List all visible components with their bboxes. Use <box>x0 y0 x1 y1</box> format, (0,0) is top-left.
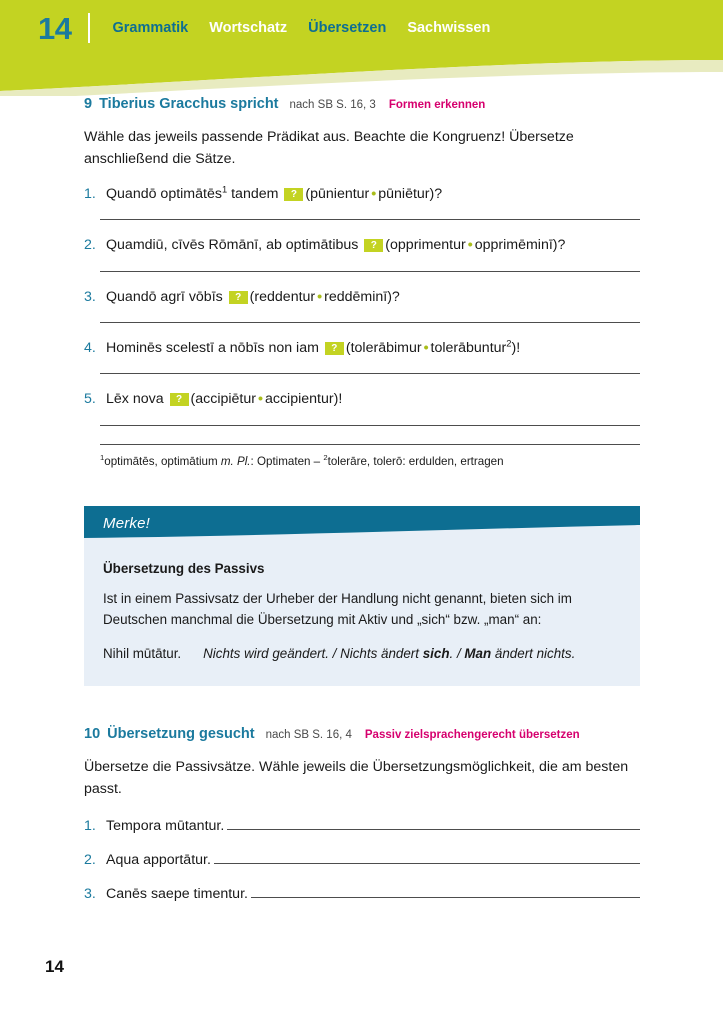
item-text-before: Quamdiū, cīvēs Rōmānī, ab optimātibus <box>106 237 363 254</box>
item-number: 3. <box>84 886 96 903</box>
header-divider <box>88 13 90 43</box>
task-9-number: 9 <box>84 96 93 112</box>
item-number: 5. <box>84 391 96 408</box>
task-9 <box>84 96 640 470</box>
answer-line[interactable] <box>214 848 640 864</box>
footnote-grammar-label: m. Pl. <box>220 454 251 468</box>
paren-open: ( <box>305 186 311 203</box>
nav-item-wortschatz[interactable]: Wortschatz <box>209 20 288 36</box>
item-text-mid: tandem <box>227 186 283 203</box>
item-text-after: )? <box>429 186 443 203</box>
page-number: 14 <box>45 957 64 976</box>
item-text-before: Hominēs scelestī a nōbīs non iam <box>106 340 323 357</box>
german-part-a: Nichts wird geändert. / Nichts ändert <box>203 645 423 661</box>
item-text-after: )! <box>333 391 343 408</box>
german-bold-man: Man <box>464 645 492 661</box>
item-sentence <box>106 235 640 256</box>
blank-box-icon[interactable]: ? <box>325 342 344 355</box>
task-10-title: Übersetzung gesucht <box>107 726 255 743</box>
footnote-text-1b: : Optimaten – <box>250 454 324 468</box>
merke-box-title: Merke! <box>103 515 151 533</box>
answer-line[interactable] <box>100 219 640 220</box>
item-number: 2. <box>84 237 96 254</box>
answer-line[interactable] <box>100 271 640 272</box>
answer-line[interactable] <box>100 425 640 426</box>
task-9-reference: nach SB S. 16, 3 <box>289 99 376 111</box>
option-a[interactable]: accipiētur <box>195 391 256 408</box>
item-number: 2. <box>84 852 96 869</box>
option-b[interactable]: pūniētur <box>378 186 430 203</box>
merke-subtitle: Übersetzung des Passivs <box>103 561 265 577</box>
option-separator-dot: • <box>423 340 429 357</box>
answer-line[interactable] <box>227 814 640 830</box>
nav-item-grammatik[interactable]: Grammatik <box>112 20 189 36</box>
option-separator-dot: • <box>371 186 377 203</box>
task-9-tag: Formen erkennen <box>388 99 486 111</box>
option-a[interactable]: tolerābimur <box>350 340 422 357</box>
item-number: 1. <box>84 186 96 203</box>
item-sentence <box>106 389 640 410</box>
header-nav <box>112 20 490 36</box>
footnote-text-1a: optimātēs, optimātium <box>104 454 221 468</box>
german-part-b: . / <box>449 645 465 661</box>
item-text-after: )? <box>387 288 400 305</box>
paren-open: ( <box>249 288 255 305</box>
task-9-item-list <box>84 184 640 425</box>
blank-box-icon[interactable]: ? <box>364 239 383 252</box>
item-text-after: )? <box>552 237 566 254</box>
german-part-c: ändert nichts. <box>491 645 576 661</box>
exercise-item <box>84 184 640 220</box>
item-sentence <box>106 184 640 205</box>
option-b[interactable]: reddēminī <box>324 288 388 305</box>
option-separator-dot: • <box>317 288 323 305</box>
blank-box-icon[interactable]: ? <box>229 291 248 304</box>
task-10-reference: nach SB S. 16, 4 <box>265 729 352 742</box>
translation-item <box>84 814 640 834</box>
translation-item <box>84 882 640 902</box>
item-number: 4. <box>84 340 96 357</box>
item-number: 3. <box>84 288 96 305</box>
merke-box-body <box>84 543 640 686</box>
merke-box-header <box>84 506 640 543</box>
footnote-marker-1: 1 <box>100 452 105 462</box>
item-sentence <box>106 338 640 359</box>
chapter-number: 14 <box>38 10 72 46</box>
footnote-text-2: tolerāre, tolerō: erdulden, ertragen <box>327 454 504 468</box>
page-content <box>0 96 723 902</box>
option-separator-dot: • <box>258 391 263 408</box>
option-b[interactable]: tolerābuntur <box>430 340 507 357</box>
item-number: 1. <box>84 818 96 835</box>
task-9-title: Tiberius Gracchus spricht <box>99 96 279 112</box>
item-sentence <box>106 287 640 308</box>
item-sentence: Aqua apportātur. <box>106 852 211 869</box>
footnote-separator <box>100 444 640 445</box>
merke-example <box>103 644 618 664</box>
option-separator-dot: • <box>467 237 473 254</box>
option-a[interactable]: reddentur <box>254 288 316 305</box>
task-10 <box>84 726 640 902</box>
item-sentence: Tempora mūtantur. <box>106 818 225 835</box>
paren-open: ( <box>345 340 351 357</box>
task-9-instruction: Wähle das jeweils passende Prädikat aus. Beachte die Kongruenz! Übersetze anschließend die Sätze. <box>84 129 574 167</box>
merke-box <box>84 506 640 686</box>
task-9-heading <box>84 96 640 112</box>
task-9-footnote <box>100 454 640 471</box>
item-text-before: Lēx nova <box>106 391 168 408</box>
answer-line[interactable] <box>100 322 640 323</box>
page-header <box>0 0 723 96</box>
option-a[interactable]: pūnientur <box>310 186 370 203</box>
footnote-marker: 2 <box>506 338 512 349</box>
exercise-item <box>84 235 640 271</box>
item-text-before: Quandō agrī vōbīs <box>106 288 227 305</box>
merke-header-curve <box>84 525 640 547</box>
nav-item-uebersetzen[interactable]: Übersetzen <box>308 20 387 36</box>
answer-line[interactable] <box>251 882 640 898</box>
option-b[interactable]: accipientur <box>264 391 334 408</box>
task-10-instruction: Übersetze die Passivsätze. Wähle jeweils die Übersetzungsmöglichkeit, die am besten passt. <box>84 759 629 797</box>
exercise-item <box>84 389 640 425</box>
paren-open: ( <box>190 391 196 408</box>
header-swoosh-decoration <box>0 50 723 96</box>
task-10-tag: Passiv zielsprachengerecht übersetzen <box>364 729 580 742</box>
task-10-number: 10 <box>84 726 101 743</box>
item-text-before: Quandō optimātēs <box>106 186 222 203</box>
blank-box-icon[interactable]: ? <box>284 188 303 201</box>
exercise-item <box>84 287 640 323</box>
merke-example-latin: Nihil mūtātur. <box>103 645 182 661</box>
item-sentence: Canēs saepe timentur. <box>106 886 248 903</box>
task-10-heading <box>84 726 640 742</box>
task-10-item-list <box>84 814 640 902</box>
option-b[interactable]: opprimēminī <box>474 237 553 254</box>
item-text-after: )! <box>511 340 521 357</box>
german-bold-sich: sich <box>422 645 450 661</box>
translation-item <box>84 848 640 868</box>
blank-box-icon[interactable]: ? <box>170 393 189 406</box>
option-a[interactable]: opprimentur <box>390 237 466 254</box>
exercise-item <box>84 338 640 374</box>
merke-example-german <box>203 646 575 661</box>
footnote-marker: 1 <box>221 184 228 195</box>
answer-line[interactable] <box>100 373 640 374</box>
nav-item-sachwissen[interactable]: Sachwissen <box>407 20 491 36</box>
footnote-marker-2: 2 <box>323 452 328 462</box>
paren-open: ( <box>385 237 391 254</box>
merke-paragraph: Ist in einem Passivsatz der Urheber der Handlung nicht genannt, bieten sich im Deutschen manchmal die Übersetzung mit Aktiv und „sich“ bzw. „man“ an: <box>103 591 572 628</box>
